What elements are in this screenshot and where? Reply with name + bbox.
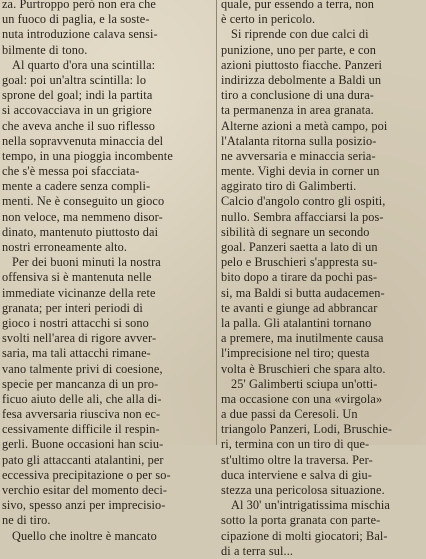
text-line: che s'è messa poi sfacciata- — [2, 164, 140, 179]
text-line: nullo. Sembra affacciarsi la pos- — [221, 209, 384, 224]
text-line: ne di tiro. — [2, 513, 51, 528]
text-line: bilmente di tono. — [2, 42, 88, 57]
text-line: st'ultimo oltre la traversa. Per- — [221, 452, 373, 467]
text-line: sprone del goal; indi la partita — [2, 88, 153, 103]
text-line: indirizza debolmente a Baldi un — [221, 72, 382, 87]
text-line: fesa avversaria riusciva non ec- — [2, 407, 161, 422]
text-line: svolti nell'area di rigore avver- — [2, 331, 157, 346]
text-line: dinato, mantenuto piuttosto dai — [2, 224, 159, 239]
text-line: sotto la porta granata con parte- — [221, 513, 381, 528]
text-line: bito dopo a tirare da pochi pas- — [221, 270, 378, 285]
text-line: goal: poi un'altra scintilla: lo — [2, 72, 147, 87]
text-line: granata; per interi periodi di — [2, 300, 143, 315]
text-line: Quello che inoltre è mancato — [12, 528, 157, 543]
text-line: ne avversaria e minaccia seria- — [221, 148, 376, 163]
text-line: tempo, in una pioggia incombente — [2, 148, 173, 163]
text-line: volta è Bruschieri che spara alto. — [221, 361, 386, 376]
text-line: quale, pur essendo a terra, non — [221, 0, 374, 11]
text-line: za. Purtroppo però non era che — [2, 0, 156, 11]
text-line: Per dei buoni minuti la nostra — [12, 255, 161, 270]
text-line: eccessiva precipitazione o per so- — [2, 467, 171, 482]
text-line: si, ma Baldi si butta audacemen- — [221, 285, 385, 300]
text-line: verchio esitar del momento deci- — [2, 483, 168, 497]
text-line: a due passi da Ceresoli. Un — [221, 407, 358, 422]
text-line: ficuo aiuto delle ali, che alla di- — [2, 391, 162, 406]
text-line: gerli. Buone occasioni han sciu- — [2, 437, 164, 452]
text-line: 25' Galimberti sciupa un'otti- — [231, 376, 378, 391]
text-line: Al quarto d'ora una scintilla: — [12, 57, 156, 72]
text-line: saria, ma tali attacchi rimane- — [2, 346, 151, 361]
text-line: immediate vicinanze della rete — [2, 285, 156, 300]
text-line: l'Atalanta ritorna sulla posizio- — [221, 133, 377, 148]
text-line: Si riprende con due calci di — [231, 27, 369, 42]
text-line: nella sopravvenuta minaccia del — [2, 133, 164, 148]
text-line: si accovacciava in un grigiore — [2, 103, 152, 118]
text-line: Al 30' un'intrigatissima mischia — [231, 498, 390, 513]
text-line: la palla. Gli atalantini tornano — [221, 315, 372, 330]
article-column-left — [2, 0, 212, 544]
text-line: cessivamente difficile il respin- — [2, 422, 160, 437]
text-line: mente a cadere senza compli- — [2, 179, 151, 194]
text-line: specie per mancanza di un pro- — [2, 376, 159, 391]
text-line: pelo e Bruschieri s'appresta su- — [221, 255, 378, 270]
text-line: azioni piuttosto fiacche. Panzeri — [221, 57, 383, 72]
text-line: Alterne azioni a metà campo, poi — [221, 118, 388, 133]
text-line: Calcio d'angolo contro gli ospiti, — [221, 194, 386, 209]
article-column-right — [221, 0, 424, 559]
text-line: l'imprecisione nel tiro; questa — [221, 346, 370, 361]
text-line: tiro a conclusione di una dura- — [221, 88, 375, 103]
text-line: punizione, uno per parte, e con — [221, 42, 377, 57]
text-line: mente. Vighi devia in corner un — [221, 164, 380, 179]
text-line: a premere, ma inutilmente causa — [221, 331, 384, 346]
text-line: pato gli attaccanti atalantini, per — [2, 452, 164, 467]
text-line: triangolo Panzeri, Lodi, Bruschie- — [221, 422, 393, 437]
text-line: nostri erroneamente alto. — [2, 240, 128, 254]
text-line: nuta introduzione calava sensi- — [2, 27, 158, 42]
text-line: non veloce, ma nemmeno disor- — [2, 209, 163, 224]
text-line: duca interviene e salva di giu- — [221, 467, 372, 482]
text-line: sivo, spesso anzi per imprecisio- — [2, 498, 166, 513]
text-line: te avanti e giunge ad abbrancar — [221, 300, 378, 315]
text-line: un fuoco di paglia, e la soste- — [2, 12, 150, 27]
text-line: di a terra sul... — [221, 543, 294, 558]
text-line: ma occasione con una «virgola» — [221, 391, 383, 406]
text-line: vano talmente privi di coesione, — [2, 361, 163, 376]
text-line: è certo in pericolo. — [221, 12, 316, 27]
text-line: ri, termina con un tiro di que- — [221, 437, 370, 452]
text-line: gioco i nostri attacchi si sono — [2, 315, 149, 330]
text-line: goal. Panzeri saetta a lato di un — [221, 240, 378, 254]
text-line: offensiva si è mantenuta nelle — [2, 270, 152, 285]
text-line: menti. Ne è conseguito un gioco — [2, 194, 165, 209]
text-line: stezza una pericolosa situazione. — [221, 483, 385, 497]
text-line: ta permanenza in area granata. — [221, 103, 374, 118]
column-divider — [216, 0, 217, 445]
text-line: aggirato tiro di Galimberti. — [221, 179, 357, 194]
text-line: cipazione di molti giocatori; Bal- — [221, 528, 388, 543]
text-line: che aveva anche il suo riflesso — [2, 118, 155, 133]
text-line: sibilità di segnare un secondo — [221, 224, 370, 239]
